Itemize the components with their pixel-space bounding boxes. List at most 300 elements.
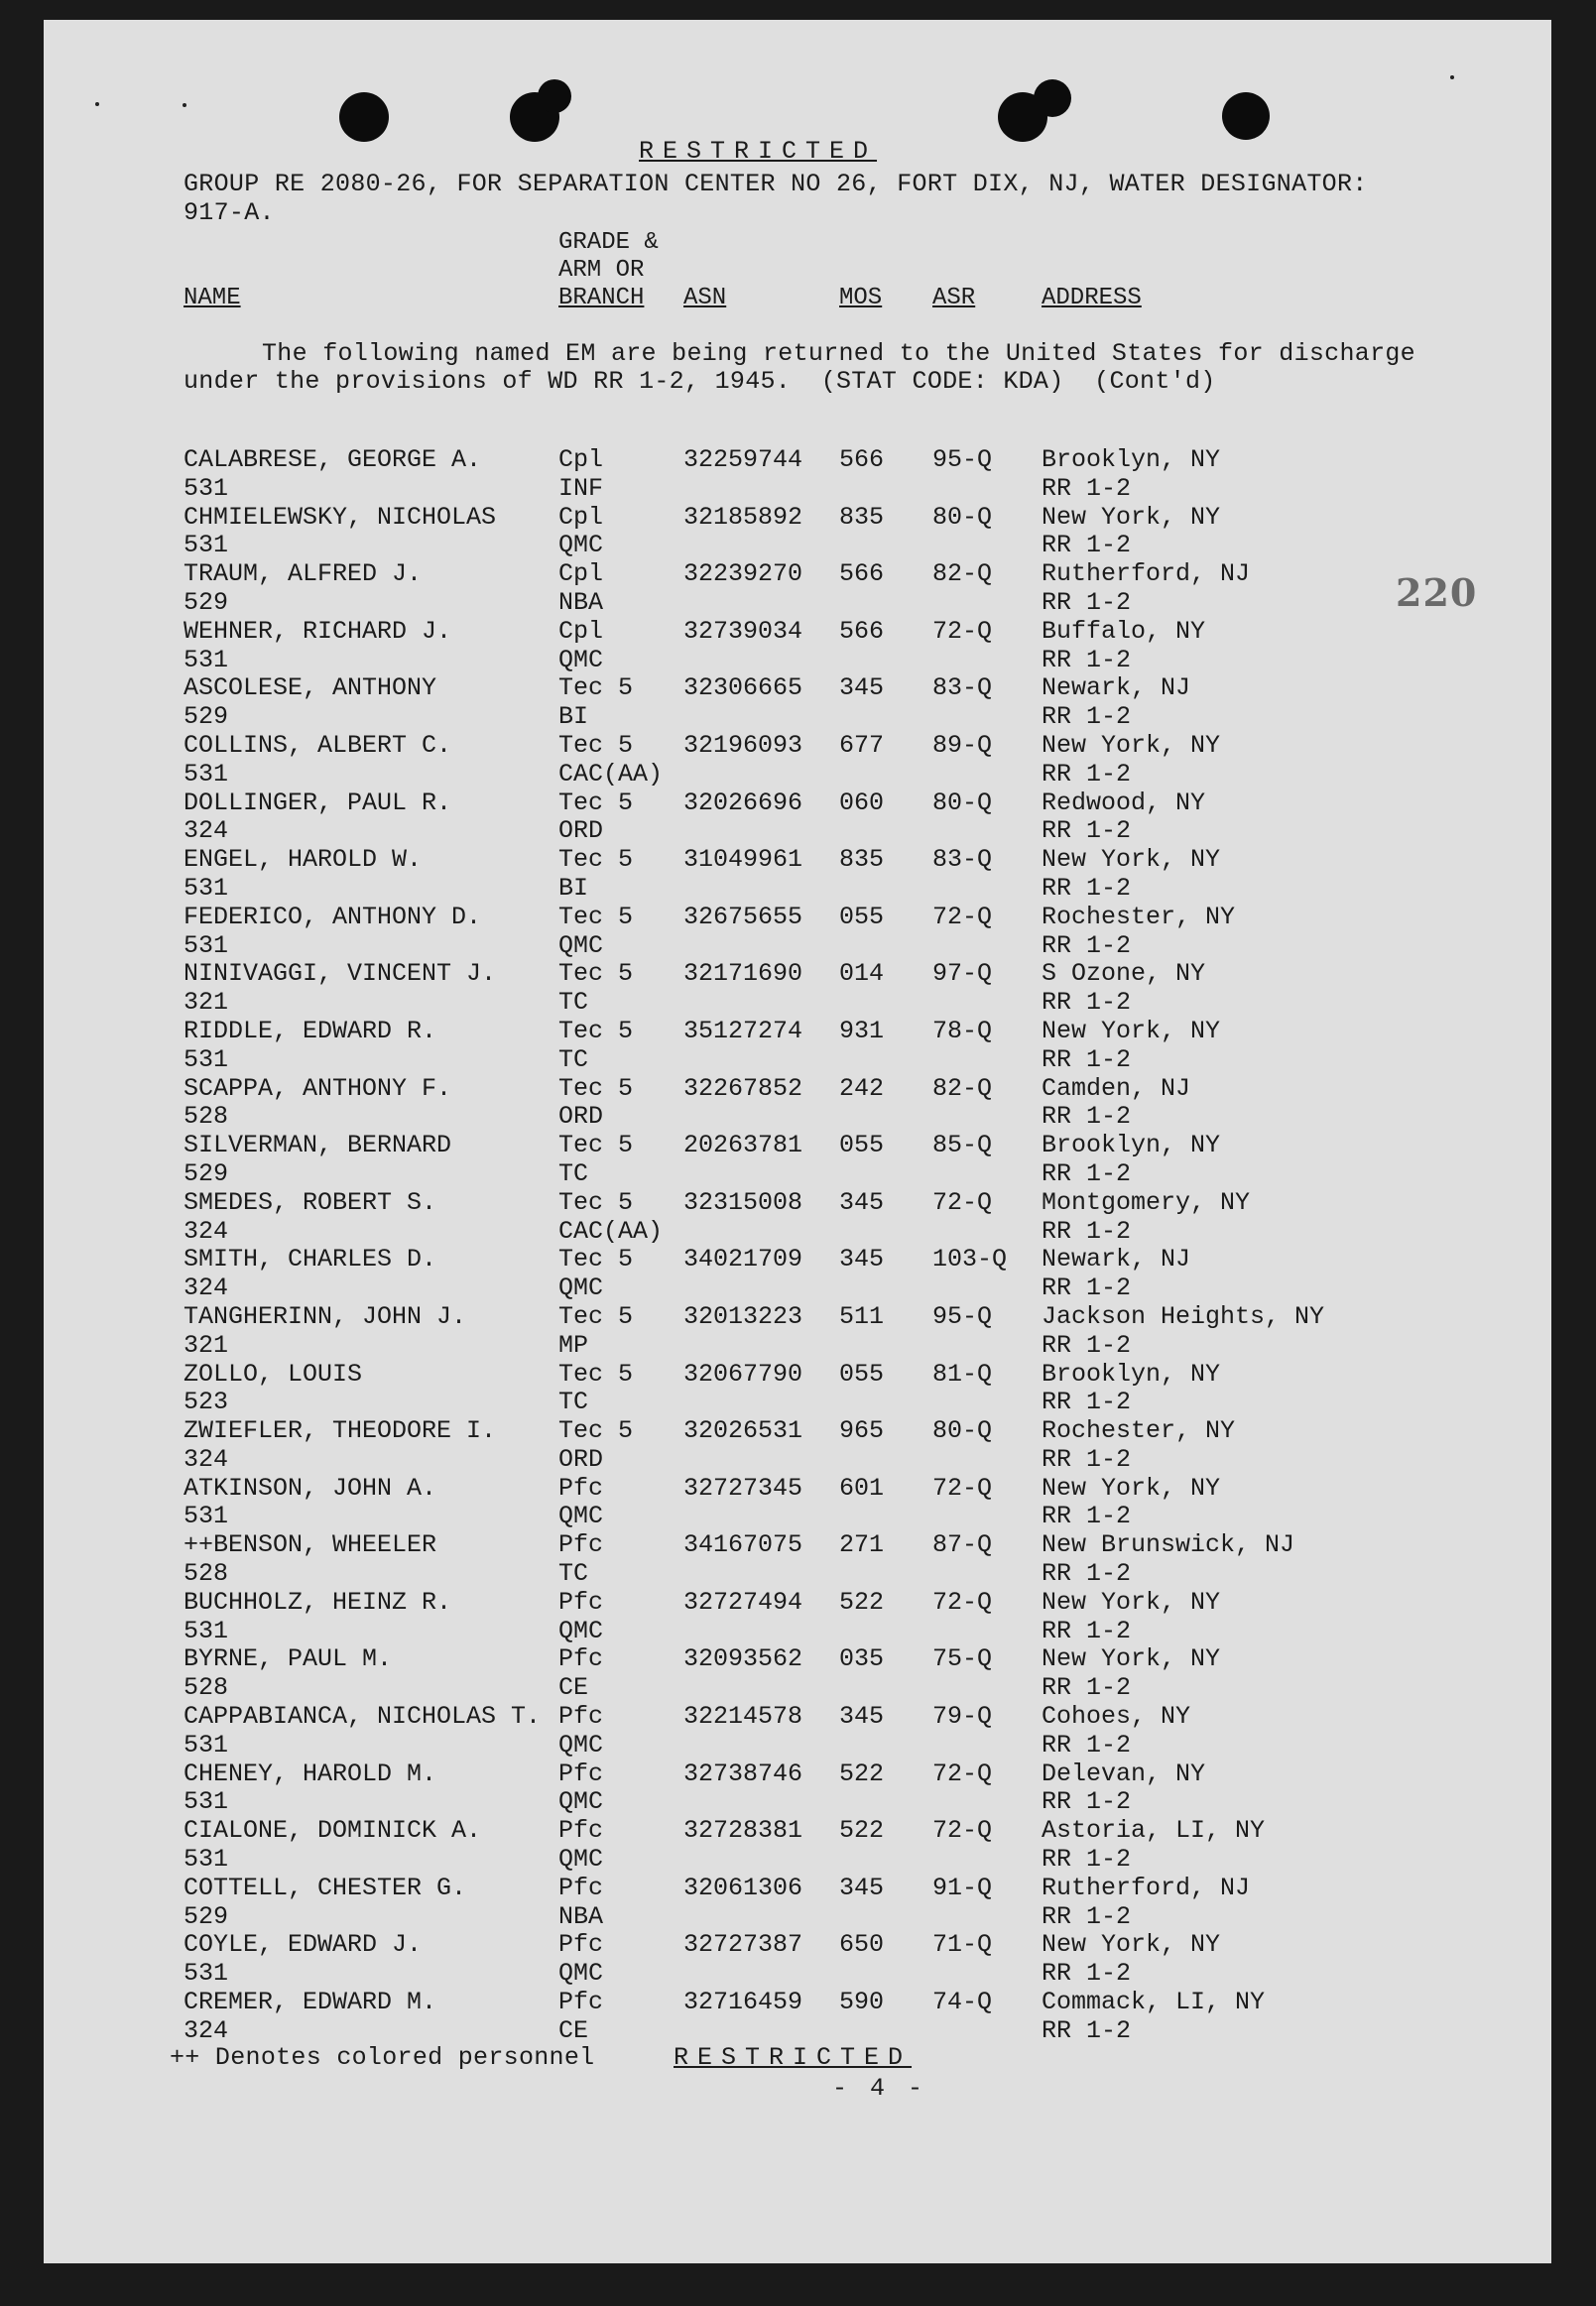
asr: 72-Q — [932, 616, 993, 646]
person-name: WEHNER, RICHARD J. — [184, 616, 452, 646]
asr: 75-Q — [932, 1644, 993, 1674]
asn: 32171690 — [683, 959, 803, 989]
asr: 72-Q — [932, 1473, 993, 1503]
mos: 345 — [839, 1873, 885, 1902]
asn: 32727387 — [683, 1930, 803, 1960]
person-name: CIALONE, DOMINICK A. — [184, 1816, 482, 1846]
address: Rutherford, NJ — [1042, 1873, 1251, 1902]
address: Brooklyn, NY — [1042, 1359, 1221, 1389]
mos: 511 — [839, 1301, 885, 1331]
address: Delevan, NY — [1042, 1759, 1206, 1788]
station-code: 324 — [184, 816, 229, 846]
roster-row — [44, 846, 1551, 904]
asn: 32727345 — [683, 1473, 803, 1503]
regulation: RR 1-2 — [1042, 1845, 1132, 1875]
grade: Pfc — [558, 1644, 604, 1674]
grade: Cpl — [558, 445, 604, 474]
person-name: SILVERMAN, BERNARD — [184, 1131, 452, 1160]
asr: 80-Q — [932, 788, 993, 817]
person-name: SMEDES, ROBERT S. — [184, 1187, 437, 1217]
mos: 835 — [839, 502, 885, 532]
branch: TC — [558, 1559, 589, 1589]
regulation: RR 1-2 — [1042, 1388, 1132, 1417]
group-line: GROUP RE 2080-26, FOR SEPARATION CENTER NO 26, FORT DIX, NJ, WATER DESIGNATOR: — [184, 170, 1368, 198]
person-name: ++BENSON, WHEELER — [184, 1530, 437, 1560]
address: New York, NY — [1042, 1587, 1221, 1617]
person-name: FEDERICO, ANTHONY D. — [184, 902, 482, 931]
roster-row — [44, 1989, 1551, 2046]
asr: 72-Q — [932, 1816, 993, 1846]
person-name: BYRNE, PAUL M. — [184, 1644, 393, 1674]
address: New York, NY — [1042, 1930, 1221, 1960]
person-name: ZOLLO, LOUIS — [184, 1359, 363, 1389]
roster-row — [44, 1018, 1551, 1075]
regulation: RR 1-2 — [1042, 645, 1132, 674]
regulation: RR 1-2 — [1042, 1901, 1132, 1931]
regulation: RR 1-2 — [1042, 2015, 1132, 2045]
asr: 81-Q — [932, 1359, 993, 1389]
asn: 31049961 — [683, 845, 803, 875]
branch: CAC(AA) — [558, 759, 664, 789]
regulation: RR 1-2 — [1042, 1502, 1132, 1531]
regulation: RR 1-2 — [1042, 930, 1132, 960]
person-name: DOLLINGER, PAUL R. — [184, 788, 452, 817]
roster-row — [44, 1417, 1551, 1475]
grade: Tec 5 — [558, 959, 634, 989]
mos: 522 — [839, 1759, 885, 1788]
mos: 060 — [839, 788, 885, 817]
address: Brooklyn, NY — [1042, 445, 1221, 474]
asn: 32013223 — [683, 1301, 803, 1331]
grade: Tec 5 — [558, 1245, 634, 1274]
address: Brooklyn, NY — [1042, 1131, 1221, 1160]
branch: QMC — [558, 1845, 604, 1875]
regulation: RR 1-2 — [1042, 873, 1132, 903]
person-name: CAPPABIANCA, NICHOLAS T. — [184, 1702, 542, 1732]
asr: 95-Q — [932, 445, 993, 474]
address: Rochester, NY — [1042, 1416, 1236, 1446]
grade: Tec 5 — [558, 845, 634, 875]
address: New York, NY — [1042, 502, 1221, 532]
grade: Tec 5 — [558, 1073, 634, 1103]
mos: 931 — [839, 1016, 885, 1045]
footnote: ++ Denotes colored personnel — [170, 2043, 595, 2072]
station-code: 531 — [184, 1959, 229, 1989]
roster-row — [44, 1531, 1551, 1589]
asn: 32026531 — [683, 1416, 803, 1446]
station-code: 529 — [184, 587, 229, 617]
regulation: RR 1-2 — [1042, 1787, 1132, 1817]
roster-row — [44, 1075, 1551, 1133]
branch: QMC — [558, 1502, 604, 1531]
address: Cohoes, NY — [1042, 1702, 1191, 1732]
person-name: COLLINS, ALBERT C. — [184, 730, 452, 760]
station-code: 324 — [184, 1216, 229, 1246]
mos: 522 — [839, 1816, 885, 1846]
col-grade-line1: GRADE & — [558, 229, 659, 256]
grade: Tec 5 — [558, 788, 634, 817]
regulation: RR 1-2 — [1042, 816, 1132, 846]
station-code: 324 — [184, 1444, 229, 1474]
regulation: RR 1-2 — [1042, 1102, 1132, 1132]
mos: 055 — [839, 1131, 885, 1160]
roster-row — [44, 1703, 1551, 1760]
station-code: 531 — [184, 759, 229, 789]
branch: ORD — [558, 816, 604, 846]
person-name: COYLE, EDWARD J. — [184, 1930, 423, 1960]
classification-footer: RESTRICTED — [674, 2043, 913, 2072]
col-name-header: NAME — [184, 285, 241, 311]
address: Rochester, NY — [1042, 902, 1236, 931]
station-code: 324 — [184, 2015, 229, 2045]
punch-hole — [1222, 92, 1270, 140]
asr: 72-Q — [932, 1187, 993, 1217]
address: S Ozone, NY — [1042, 959, 1206, 989]
address: New York, NY — [1042, 1016, 1221, 1045]
station-code: 531 — [184, 1502, 229, 1531]
roster-row — [44, 560, 1551, 618]
grade: Tec 5 — [558, 902, 634, 931]
speck — [183, 103, 186, 107]
punch-hole — [339, 92, 389, 142]
asn: 32739034 — [683, 616, 803, 646]
roster-row — [44, 1817, 1551, 1875]
asr: 79-Q — [932, 1702, 993, 1732]
branch: QMC — [558, 1787, 604, 1817]
mos: 601 — [839, 1473, 885, 1503]
person-name: CALABRESE, GEORGE A. — [184, 445, 482, 474]
col-mos-header: MOS — [839, 285, 883, 311]
grade: Pfc — [558, 1988, 604, 2017]
regulation: RR 1-2 — [1042, 1216, 1132, 1246]
asr: 80-Q — [932, 502, 993, 532]
branch: QMC — [558, 645, 604, 674]
roster-row — [44, 1189, 1551, 1247]
person-name: CHMIELEWSKY, NICHOLAS — [184, 502, 497, 532]
address: Newark, NJ — [1042, 1245, 1191, 1274]
asr: 72-Q — [932, 1587, 993, 1617]
asr: 83-Q — [932, 845, 993, 875]
address: Redwood, NY — [1042, 788, 1206, 817]
document-page — [44, 20, 1551, 2263]
asr: 103-Q — [932, 1245, 1008, 1274]
branch: ORD — [558, 1444, 604, 1474]
person-name: ASCOLESE, ANTHONY — [184, 673, 437, 703]
asn: 32727494 — [683, 1587, 803, 1617]
classification-header: RESTRICTED — [639, 137, 878, 166]
roster-row — [44, 674, 1551, 732]
station-code: 528 — [184, 1102, 229, 1132]
regulation: RR 1-2 — [1042, 587, 1132, 617]
mos: 345 — [839, 1245, 885, 1274]
regulation: RR 1-2 — [1042, 702, 1132, 732]
roster-row — [44, 1475, 1551, 1532]
asr: 71-Q — [932, 1930, 993, 1960]
mos: 242 — [839, 1073, 885, 1103]
asr: 74-Q — [932, 1988, 993, 2017]
asr: 83-Q — [932, 673, 993, 703]
address: Astoria, LI, NY — [1042, 1816, 1266, 1846]
station-code: 523 — [184, 1388, 229, 1417]
asn: 20263781 — [683, 1131, 803, 1160]
asr: 89-Q — [932, 730, 993, 760]
grade: Pfc — [558, 1702, 604, 1732]
branch: TC — [558, 1388, 589, 1417]
station-code: 531 — [184, 645, 229, 674]
punch-hole — [538, 79, 571, 113]
address: New Brunswick, NJ — [1042, 1530, 1295, 1560]
mos: 055 — [839, 902, 885, 931]
col-grade-line2: ARM OR — [558, 257, 645, 284]
station-code: 528 — [184, 1673, 229, 1703]
mos: 014 — [839, 959, 885, 989]
address: Jackson Heights, NY — [1042, 1301, 1325, 1331]
asr: 91-Q — [932, 1873, 993, 1902]
person-name: SMITH, CHARLES D. — [184, 1245, 437, 1274]
asn: 32306665 — [683, 673, 803, 703]
asr: 78-Q — [932, 1016, 993, 1045]
address: Newark, NJ — [1042, 673, 1191, 703]
roster-row — [44, 618, 1551, 675]
regulation: RR 1-2 — [1042, 1616, 1132, 1645]
grade: Cpl — [558, 559, 604, 589]
mos: 590 — [839, 1988, 885, 2017]
intro-line-1: The following named EM are being returned to the United States for discharge — [262, 339, 1415, 368]
branch: QMC — [558, 1274, 604, 1303]
branch: QMC — [558, 1730, 604, 1760]
regulation: RR 1-2 — [1042, 1158, 1132, 1188]
station-code: 531 — [184, 1845, 229, 1875]
grade: Pfc — [558, 1873, 604, 1902]
asn: 32675655 — [683, 902, 803, 931]
intro-line-2: under the provisions of WD RR 1-2, 1945. (STAT CODE: KDA) (Cont'd) — [184, 367, 1216, 396]
regulation: RR 1-2 — [1042, 473, 1132, 503]
asn: 32259744 — [683, 445, 803, 474]
grade: Cpl — [558, 616, 604, 646]
branch: NBA — [558, 1901, 604, 1931]
grade: Tec 5 — [558, 673, 634, 703]
address: Camden, NJ — [1042, 1073, 1191, 1103]
regulation: RR 1-2 — [1042, 1673, 1132, 1703]
roster-row — [44, 1645, 1551, 1703]
grade: Pfc — [558, 1930, 604, 1960]
mos: 345 — [839, 1702, 885, 1732]
person-name: CREMER, EDWARD M. — [184, 1988, 437, 2017]
asn: 32026696 — [683, 788, 803, 817]
speck — [95, 102, 99, 106]
mos: 271 — [839, 1530, 885, 1560]
grade: Tec 5 — [558, 730, 634, 760]
address: Montgomery, NY — [1042, 1187, 1251, 1217]
roster-row — [44, 1246, 1551, 1303]
person-name: TANGHERINN, JOHN J. — [184, 1301, 467, 1331]
grade: Pfc — [558, 1587, 604, 1617]
grade: Cpl — [558, 502, 604, 532]
asn: 34021709 — [683, 1245, 803, 1274]
branch: TC — [558, 1044, 589, 1074]
branch: CAC(AA) — [558, 1216, 664, 1246]
regulation: RR 1-2 — [1042, 1274, 1132, 1303]
col-branch-header: BRANCH — [558, 285, 645, 311]
asn: 32067790 — [683, 1359, 803, 1389]
grade: Tec 5 — [558, 1359, 634, 1389]
person-name: CHENEY, HAROLD M. — [184, 1759, 437, 1788]
roster-row — [44, 1303, 1551, 1361]
branch: NBA — [558, 587, 604, 617]
branch: ORD — [558, 1102, 604, 1132]
mos: 566 — [839, 616, 885, 646]
regulation: RR 1-2 — [1042, 1330, 1132, 1360]
asr: 82-Q — [932, 559, 993, 589]
grade: Tec 5 — [558, 1131, 634, 1160]
station-code: 531 — [184, 473, 229, 503]
station-code: 529 — [184, 1158, 229, 1188]
person-name: ATKINSON, JOHN A. — [184, 1473, 437, 1503]
person-name: SCAPPA, ANTHONY F. — [184, 1073, 452, 1103]
punch-hole — [1034, 79, 1071, 117]
address: Buffalo, NY — [1042, 616, 1206, 646]
address: Commack, LI, NY — [1042, 1988, 1266, 2017]
address: New York, NY — [1042, 730, 1221, 760]
person-name: TRAUM, ALFRED J. — [184, 559, 423, 589]
asn: 32738746 — [683, 1759, 803, 1788]
grade: Tec 5 — [558, 1187, 634, 1217]
station-code: 321 — [184, 1330, 229, 1360]
station-code: 528 — [184, 1559, 229, 1589]
grade: Tec 5 — [558, 1016, 634, 1045]
roster-row — [44, 732, 1551, 789]
branch: BI — [558, 873, 589, 903]
grade: Tec 5 — [558, 1416, 634, 1446]
mos: 677 — [839, 730, 885, 760]
grade: Pfc — [558, 1759, 604, 1788]
regulation: RR 1-2 — [1042, 988, 1132, 1018]
roster-row — [44, 446, 1551, 504]
branch: MP — [558, 1330, 589, 1360]
grade: Pfc — [558, 1816, 604, 1846]
person-name: ENGEL, HAROLD W. — [184, 845, 423, 875]
asr: 87-Q — [932, 1530, 993, 1560]
asn: 32716459 — [683, 1988, 803, 2017]
person-name: RIDDLE, EDWARD R. — [184, 1016, 437, 1045]
asn: 32093562 — [683, 1644, 803, 1674]
roster-row — [44, 1931, 1551, 1989]
regulation: RR 1-2 — [1042, 1959, 1132, 1989]
branch: QMC — [558, 1959, 604, 1989]
regulation: RR 1-2 — [1042, 1444, 1132, 1474]
grade: Pfc — [558, 1530, 604, 1560]
regulation: RR 1-2 — [1042, 1730, 1132, 1760]
branch: CE — [558, 2015, 589, 2045]
roster-row — [44, 1132, 1551, 1189]
regulation: RR 1-2 — [1042, 1559, 1132, 1589]
mos: 566 — [839, 559, 885, 589]
asr: 95-Q — [932, 1301, 993, 1331]
branch: INF — [558, 473, 604, 503]
roster-row — [44, 1875, 1551, 1932]
branch: QMC — [558, 930, 604, 960]
grade: Tec 5 — [558, 1301, 634, 1331]
designator-line: 917-A. — [184, 198, 275, 227]
address: New York, NY — [1042, 1644, 1221, 1674]
mos: 035 — [839, 1644, 885, 1674]
asn: 34167075 — [683, 1530, 803, 1560]
mos: 566 — [839, 445, 885, 474]
station-code: 531 — [184, 531, 229, 560]
station-code: 531 — [184, 1044, 229, 1074]
mos: 650 — [839, 1930, 885, 1960]
station-code: 531 — [184, 1730, 229, 1760]
asr: 82-Q — [932, 1073, 993, 1103]
asr: 85-Q — [932, 1131, 993, 1160]
station-code: 531 — [184, 873, 229, 903]
col-asn-header: ASN — [683, 285, 727, 311]
speck — [1450, 75, 1454, 79]
mos: 345 — [839, 1187, 885, 1217]
asr: 72-Q — [932, 1759, 993, 1788]
regulation: RR 1-2 — [1042, 1044, 1132, 1074]
roster-row — [44, 789, 1551, 847]
mos: 522 — [839, 1587, 885, 1617]
roster-row — [44, 904, 1551, 961]
station-code: 324 — [184, 1274, 229, 1303]
asn: 32214578 — [683, 1702, 803, 1732]
page-number: - 4 - — [832, 2074, 927, 2103]
station-code: 531 — [184, 1787, 229, 1817]
station-code: 529 — [184, 702, 229, 732]
asn: 35127274 — [683, 1016, 803, 1045]
branch: QMC — [558, 531, 604, 560]
asr: 72-Q — [932, 902, 993, 931]
mos: 055 — [839, 1359, 885, 1389]
asn: 32196093 — [683, 730, 803, 760]
person-name: NINIVAGGI, VINCENT J. — [184, 959, 497, 989]
regulation: RR 1-2 — [1042, 759, 1132, 789]
asr: 80-Q — [932, 1416, 993, 1446]
mos: 835 — [839, 845, 885, 875]
asn: 32728381 — [683, 1816, 803, 1846]
roster-row — [44, 1361, 1551, 1418]
person-name: BUCHHOLZ, HEINZ R. — [184, 1587, 452, 1617]
branch: TC — [558, 1158, 589, 1188]
branch: BI — [558, 702, 589, 732]
page-stamp: 220 — [1396, 570, 1478, 615]
asr: 97-Q — [932, 959, 993, 989]
col-asr-header: ASR — [932, 285, 976, 311]
grade: Pfc — [558, 1473, 604, 1503]
station-code: 531 — [184, 1616, 229, 1645]
address: Rutherford, NJ — [1042, 559, 1251, 589]
asn: 32239270 — [683, 559, 803, 589]
address: New York, NY — [1042, 845, 1221, 875]
mos: 345 — [839, 673, 885, 703]
branch: TC — [558, 988, 589, 1018]
station-code: 321 — [184, 988, 229, 1018]
col-address-header: ADDRESS — [1042, 285, 1142, 311]
branch: CE — [558, 1673, 589, 1703]
person-name: ZWIEFLER, THEODORE I. — [184, 1416, 497, 1446]
person-name: COTTELL, CHESTER G. — [184, 1873, 467, 1902]
mos: 965 — [839, 1416, 885, 1446]
roster-row — [44, 1760, 1551, 1818]
asn: 32185892 — [683, 502, 803, 532]
asn: 32315008 — [683, 1187, 803, 1217]
address: New York, NY — [1042, 1473, 1221, 1503]
roster-row — [44, 1589, 1551, 1646]
personnel-roster — [44, 446, 1551, 2046]
regulation: RR 1-2 — [1042, 531, 1132, 560]
station-code: 531 — [184, 930, 229, 960]
